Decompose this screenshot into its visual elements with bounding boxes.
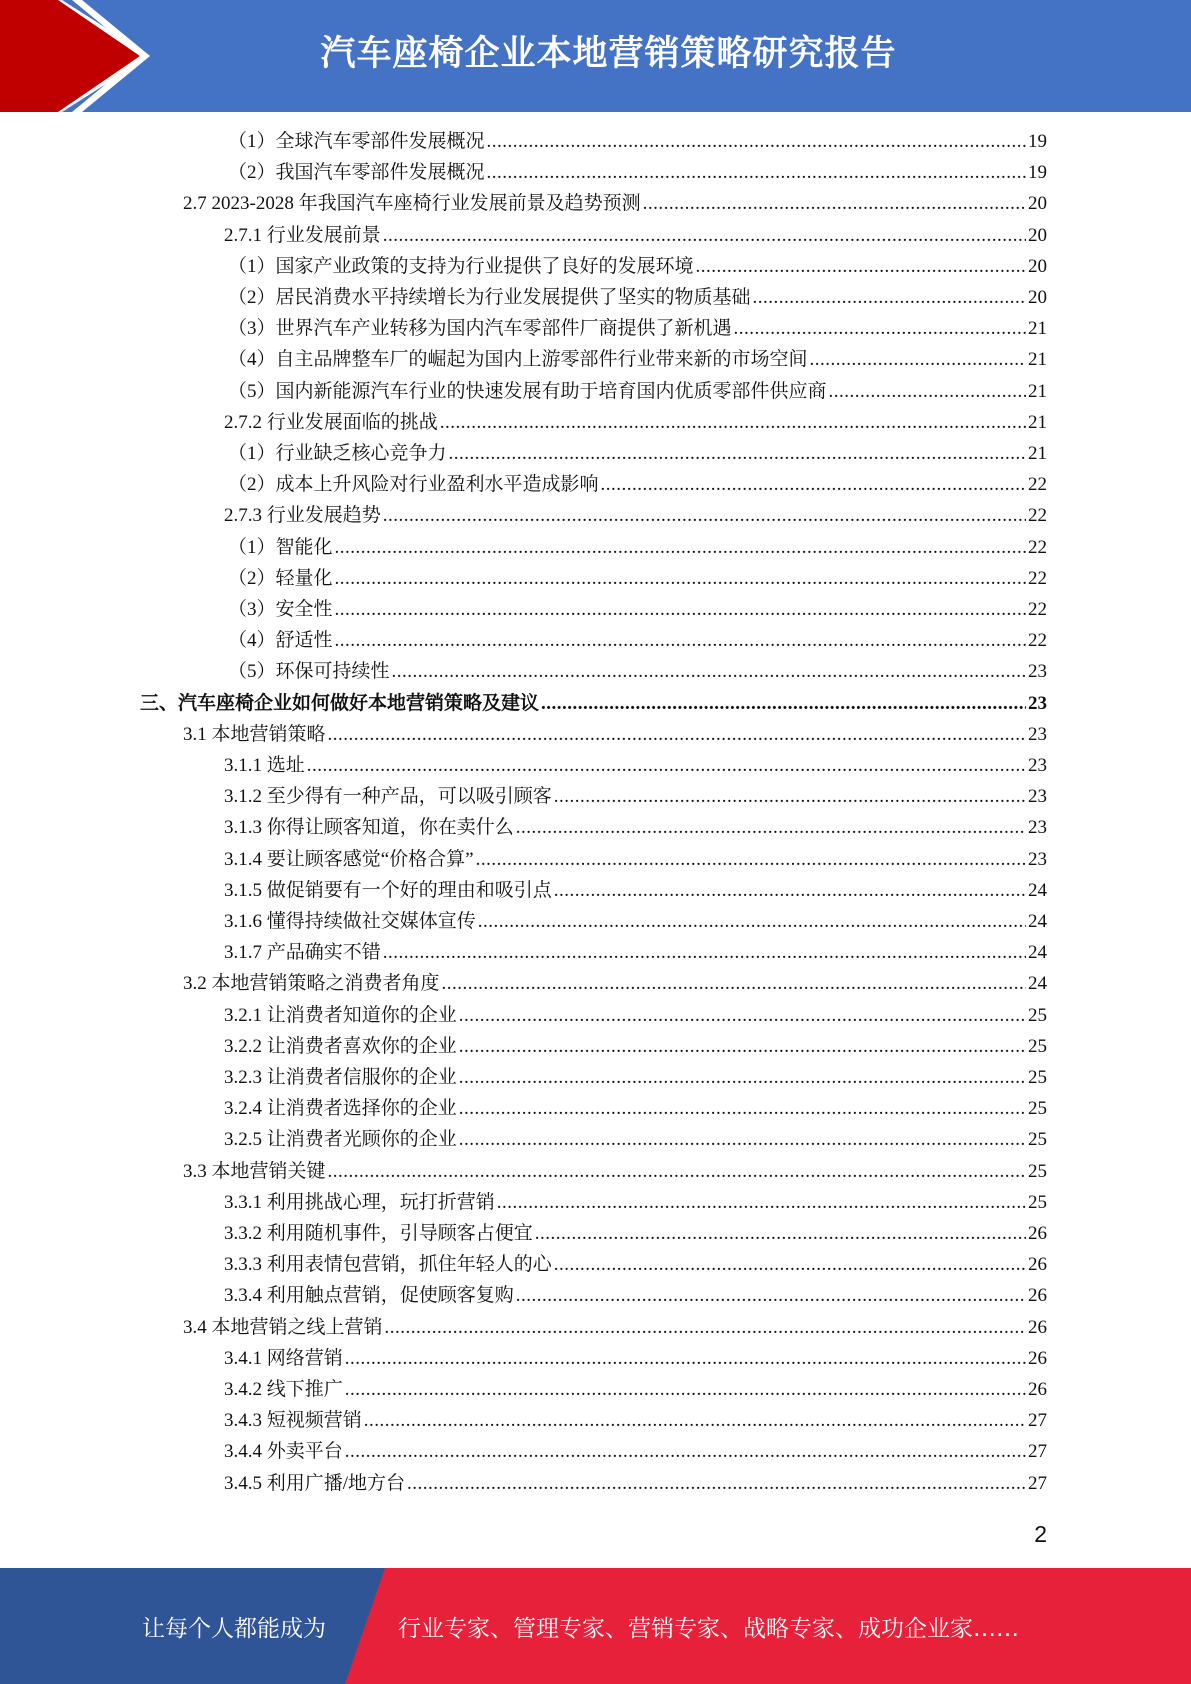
- toc-entry[interactable]: [183, 968, 1047, 999]
- toc-leader-dots: [810, 344, 1026, 375]
- toc-entry-title: 2.7.2 行业发展面临的挑战: [224, 411, 438, 433]
- toc-entry-title: 3.4.2 线下推广: [224, 1379, 343, 1400]
- toc-leader-dots: [383, 220, 1026, 251]
- toc-leader-dots: [459, 1062, 1026, 1093]
- toc-leader-dots: [345, 1436, 1026, 1467]
- toc-entry-title: （1）国家产业政策的支持为行业提供了良好的发展环境: [228, 255, 694, 277]
- page-number: 2: [1034, 1521, 1047, 1547]
- toc-entry-title: 3.3.4 利用触点营销，促使顾客复购: [224, 1285, 514, 1307]
- toc-entry-title: 3.4 本地营销之线上营销: [183, 1316, 383, 1338]
- toc-entry[interactable]: [224, 1062, 1047, 1093]
- toc-entry-title: 2.7 2023-2028 年我国汽车座椅行业发展前景及趋势预测: [183, 193, 641, 215]
- toc-leader-dots: [345, 1343, 1026, 1374]
- footer-banner: [0, 1568, 1191, 1684]
- toc-entry[interactable]: [224, 500, 1047, 531]
- toc-entry-title: 3.1.7 产品确实不错: [224, 942, 381, 964]
- toc-entry-title: 3.4.3 短视频营销: [224, 1410, 362, 1432]
- toc-entry-title: （2）居民消费水平持续增长为行业发展提供了坚实的物质基础: [228, 287, 751, 308]
- toc-entry-title: 3.3.1 利用挑战心理，玩打折营销: [224, 1191, 495, 1213]
- toc-entry-page: 26: [1028, 1379, 1047, 1400]
- toc-entry[interactable]: [228, 313, 1047, 344]
- toc-entry-title: （4）舒适性: [228, 630, 333, 652]
- toc-entry[interactable]: [228, 469, 1047, 500]
- toc-entry[interactable]: [224, 1031, 1047, 1062]
- toc-entry-title: 3.2 本地营销策略之消费者角度: [183, 973, 440, 995]
- toc-leader-dots: [385, 1312, 1026, 1343]
- toc-entry[interactable]: [224, 1187, 1047, 1218]
- toc-entry[interactable]: [228, 282, 1047, 313]
- toc-entry-title: 3.2.1 让消费者知道你的企业: [224, 1004, 457, 1026]
- toc-entry-title: 3.3 本地营销关键: [183, 1160, 326, 1182]
- toc-entry-page: 23: [1028, 692, 1047, 714]
- toc-entry-page: 26: [1028, 1316, 1047, 1338]
- toc-entry-page: 23: [1028, 786, 1047, 808]
- toc-entry[interactable]: [228, 438, 1047, 469]
- toc-entry-title: 3.2.3 让消费者信服你的企业: [224, 1067, 457, 1088]
- toc-leader-dots: [345, 1374, 1026, 1405]
- toc-leader-dots: [554, 1249, 1026, 1280]
- toc-leader-dots: [643, 188, 1026, 219]
- toc-entry[interactable]: [140, 688, 1047, 719]
- toc-entry[interactable]: [228, 376, 1047, 407]
- toc-leader-dots: [516, 812, 1026, 843]
- toc-entry-page: 21: [1028, 411, 1047, 433]
- toc-leader-dots: [601, 469, 1026, 500]
- toc-entry-title: （2）轻量化: [228, 567, 333, 589]
- toc-entry-page: 20: [1028, 193, 1047, 215]
- toc-entry-title: （2）我国汽车零部件发展概况: [228, 162, 485, 184]
- toc-entry-page: 26: [1028, 1254, 1047, 1276]
- toc-entry[interactable]: [224, 1436, 1047, 1467]
- toc-leader-dots: [440, 407, 1026, 438]
- toc-entry[interactable]: [224, 1249, 1047, 1280]
- toc-entry-title: 3.1 本地营销策略: [183, 723, 326, 745]
- toc-entry[interactable]: [224, 750, 1047, 781]
- toc-leader-dots: [497, 1187, 1026, 1218]
- toc-entry-title: 三、汽车座椅企业如何做好本地营销策略及建议: [140, 692, 540, 714]
- toc-entry-page: 25: [1028, 1160, 1047, 1182]
- toc-entry-page: 19: [1028, 162, 1047, 184]
- toc-entry-title: （5）环保可持续性: [228, 661, 390, 683]
- toc-entry[interactable]: [224, 781, 1047, 812]
- toc-entry-page: 25: [1028, 1035, 1047, 1057]
- toc-entry-page: 26: [1028, 1285, 1047, 1307]
- toc-entry-title: （3）世界汽车产业转移为国内汽车零部件厂商提供了新机遇: [228, 318, 732, 340]
- footer-slogan-left: 让每个人都能成为: [142, 1616, 326, 1642]
- toc-entry-page: 22: [1028, 630, 1047, 652]
- toc-entry-title: （5）国内新能源汽车行业的快速发展有助于培育国内优质零部件供应商: [228, 380, 827, 402]
- toc-entry-page: 22: [1028, 474, 1047, 496]
- toc-entry-title: （1）智能化: [228, 536, 333, 558]
- toc-entry-page: 26: [1028, 1347, 1047, 1369]
- toc-entry[interactable]: [224, 1280, 1047, 1311]
- toc-leader-dots: [335, 563, 1026, 594]
- toc-leader-dots: [696, 251, 1026, 282]
- toc-leader-dots: [335, 594, 1026, 625]
- toc-entry-page: 23: [1028, 723, 1047, 745]
- toc-entry-page: 23: [1028, 755, 1047, 776]
- toc-entry[interactable]: [183, 1312, 1047, 1343]
- toc-leader-dots: [535, 1218, 1026, 1249]
- toc-entry-title: 3.1.4 要让顾客感觉“价格合算”: [224, 848, 474, 870]
- toc-entry-title: （2）成本上升风险对行业盈利水平造成影响: [228, 474, 599, 496]
- toc-entry[interactable]: [228, 344, 1047, 375]
- toc-entry-page: 22: [1028, 599, 1047, 620]
- toc-leader-dots: [459, 1031, 1026, 1062]
- toc-entry-title: （3）安全性: [228, 599, 333, 620]
- toc-entry[interactable]: [224, 1374, 1047, 1405]
- toc-entry-page: 25: [1028, 1067, 1047, 1088]
- toc-entry-page: 25: [1028, 1129, 1047, 1151]
- toc-entry-page: 25: [1028, 1098, 1047, 1120]
- toc-entry-page: 24: [1028, 973, 1047, 995]
- report-header: [0, 0, 1191, 112]
- toc-leader-dots: [554, 875, 1026, 906]
- toc-leader-dots: [383, 937, 1026, 968]
- toc-entry-title: 2.7.3 行业发展趋势: [224, 505, 381, 527]
- toc-entry[interactable]: [224, 1218, 1047, 1249]
- report-title: 汽车座椅企业本地营销策略研究报告: [320, 34, 897, 74]
- toc-entry[interactable]: [228, 563, 1047, 594]
- toc-leader-dots: [407, 1468, 1026, 1499]
- toc-leader-dots: [554, 781, 1026, 812]
- footer-slogan-right: 行业专家、管理专家、营销专家、战略专家、成功企业家……: [398, 1616, 1019, 1642]
- toc-entry-page: 21: [1028, 318, 1047, 340]
- toc-entry[interactable]: [224, 812, 1047, 843]
- toc-entry-title: 3.2.5 让消费者光顾你的企业: [224, 1129, 457, 1151]
- toc-entry-page: 21: [1028, 349, 1047, 371]
- toc-entry-page: 19: [1028, 131, 1047, 152]
- toc-leader-dots: [487, 157, 1026, 188]
- toc-leader-dots: [541, 688, 1026, 719]
- toc-leader-dots: [328, 719, 1026, 750]
- toc-leader-dots: [442, 968, 1026, 999]
- toc-leader-dots: [478, 906, 1026, 937]
- toc-leader-dots: [487, 126, 1026, 157]
- toc-entry[interactable]: [228, 157, 1047, 188]
- toc-leader-dots: [459, 1124, 1026, 1155]
- toc-entry[interactable]: [224, 1468, 1047, 1499]
- toc-leader-dots: [476, 844, 1026, 875]
- toc-entry[interactable]: [228, 532, 1047, 563]
- toc-entry[interactable]: [224, 937, 1047, 968]
- toc-leader-dots: [364, 1405, 1026, 1436]
- toc-entry-title: 3.4.4 外卖平台: [224, 1441, 343, 1463]
- toc-entry-page: 26: [1028, 1223, 1047, 1244]
- toc-entry-page: 24: [1028, 911, 1047, 932]
- toc-entry-title: （4）自主品牌整车厂的崛起为国内上游零部件行业带来新的市场空间: [228, 349, 808, 371]
- toc-entry[interactable]: [224, 1000, 1047, 1031]
- toc-entry[interactable]: [224, 844, 1047, 875]
- toc-entry-title: 3.2.2 让消费者喜欢你的企业: [224, 1035, 457, 1057]
- toc-entry-title: （1）行业缺乏核心竞争力: [228, 443, 447, 464]
- toc-entry[interactable]: [183, 1156, 1047, 1187]
- toc-entry[interactable]: [224, 906, 1047, 937]
- toc-leader-dots: [383, 500, 1026, 531]
- toc-entry-page: 20: [1028, 224, 1047, 246]
- toc-entry[interactable]: [224, 1405, 1047, 1436]
- toc-entry-title: 3.1.5 做促销要有一个好的理由和吸引点: [224, 879, 552, 901]
- toc-entry[interactable]: [224, 1124, 1047, 1155]
- toc-leader-dots: [734, 313, 1026, 344]
- toc-entry-page: 25: [1028, 1191, 1047, 1213]
- toc-entry-title: 3.1.1 选址: [224, 755, 305, 776]
- toc-entry[interactable]: [183, 719, 1047, 750]
- toc-entry-page: 27: [1028, 1410, 1047, 1432]
- toc-entry[interactable]: [224, 407, 1047, 438]
- toc-entry[interactable]: [224, 1343, 1047, 1374]
- toc-leader-dots: [516, 1280, 1026, 1311]
- toc-entry-title: 3.4.5 利用广播/地方台: [224, 1472, 406, 1494]
- toc-entry-page: 24: [1028, 942, 1047, 964]
- toc-entry[interactable]: [224, 1093, 1047, 1124]
- toc-entry-page: 27: [1028, 1472, 1047, 1494]
- toc-entry[interactable]: [228, 656, 1047, 687]
- toc-entry[interactable]: [224, 875, 1047, 906]
- toc-entry-page: 23: [1028, 848, 1047, 870]
- toc-entry-page: 20: [1028, 255, 1047, 277]
- toc-leader-dots: [459, 1093, 1026, 1124]
- toc-entry-title: 3.3.3 利用表情包营销，抓住年轻人的心: [224, 1254, 552, 1276]
- toc-entry[interactable]: [228, 625, 1047, 656]
- toc-entry-title: 3.1.6 懂得持续做社交媒体宣传: [224, 911, 476, 932]
- toc-entry-title: 3.2.4 让消费者选择你的企业: [224, 1098, 457, 1120]
- toc-leader-dots: [829, 376, 1026, 407]
- toc-entry[interactable]: [228, 126, 1047, 157]
- toc-leader-dots: [328, 1156, 1026, 1187]
- toc-entry-title: 3.3.2 利用随机事件，引导顾客占便宜: [224, 1223, 533, 1244]
- toc-leader-dots: [449, 438, 1026, 469]
- toc-leader-dots: [459, 1000, 1026, 1031]
- toc-entry[interactable]: [228, 251, 1047, 282]
- toc-entry-page: 27: [1028, 1441, 1047, 1463]
- toc-leader-dots: [307, 750, 1026, 781]
- toc-entry-page: 23: [1028, 661, 1047, 683]
- toc-entry-page: 23: [1028, 817, 1047, 839]
- toc-entry[interactable]: [228, 594, 1047, 625]
- toc-entry-title: 3.1.3 你得让顾客知道，你在卖什么: [224, 817, 514, 839]
- toc-entry-title: 3.4.1 网络营销: [224, 1347, 343, 1369]
- toc-entry-title: 2.7.1 行业发展前景: [224, 224, 381, 246]
- toc-entry-page: 20: [1028, 287, 1047, 308]
- toc-leader-dots: [753, 282, 1026, 313]
- toc-entry-title: （1）全球汽车零部件发展概况: [228, 131, 485, 152]
- toc-entry-page: 22: [1028, 505, 1047, 527]
- toc-entry-page: 22: [1028, 536, 1047, 558]
- toc-entry[interactable]: [183, 188, 1047, 219]
- toc-leader-dots: [335, 625, 1026, 656]
- toc-entry-page: 25: [1028, 1004, 1047, 1026]
- toc-leader-dots: [392, 656, 1026, 687]
- toc-entry-page: 22: [1028, 567, 1047, 589]
- toc-leader-dots: [335, 532, 1026, 563]
- toc-entry-page: 21: [1028, 443, 1047, 464]
- toc-entry-title: 3.1.2 至少得有一种产品，可以吸引顾客: [224, 786, 552, 808]
- toc-entry-page: 21: [1028, 380, 1047, 402]
- toc-entry[interactable]: [224, 220, 1047, 251]
- toc-entry-page: 24: [1028, 879, 1047, 901]
